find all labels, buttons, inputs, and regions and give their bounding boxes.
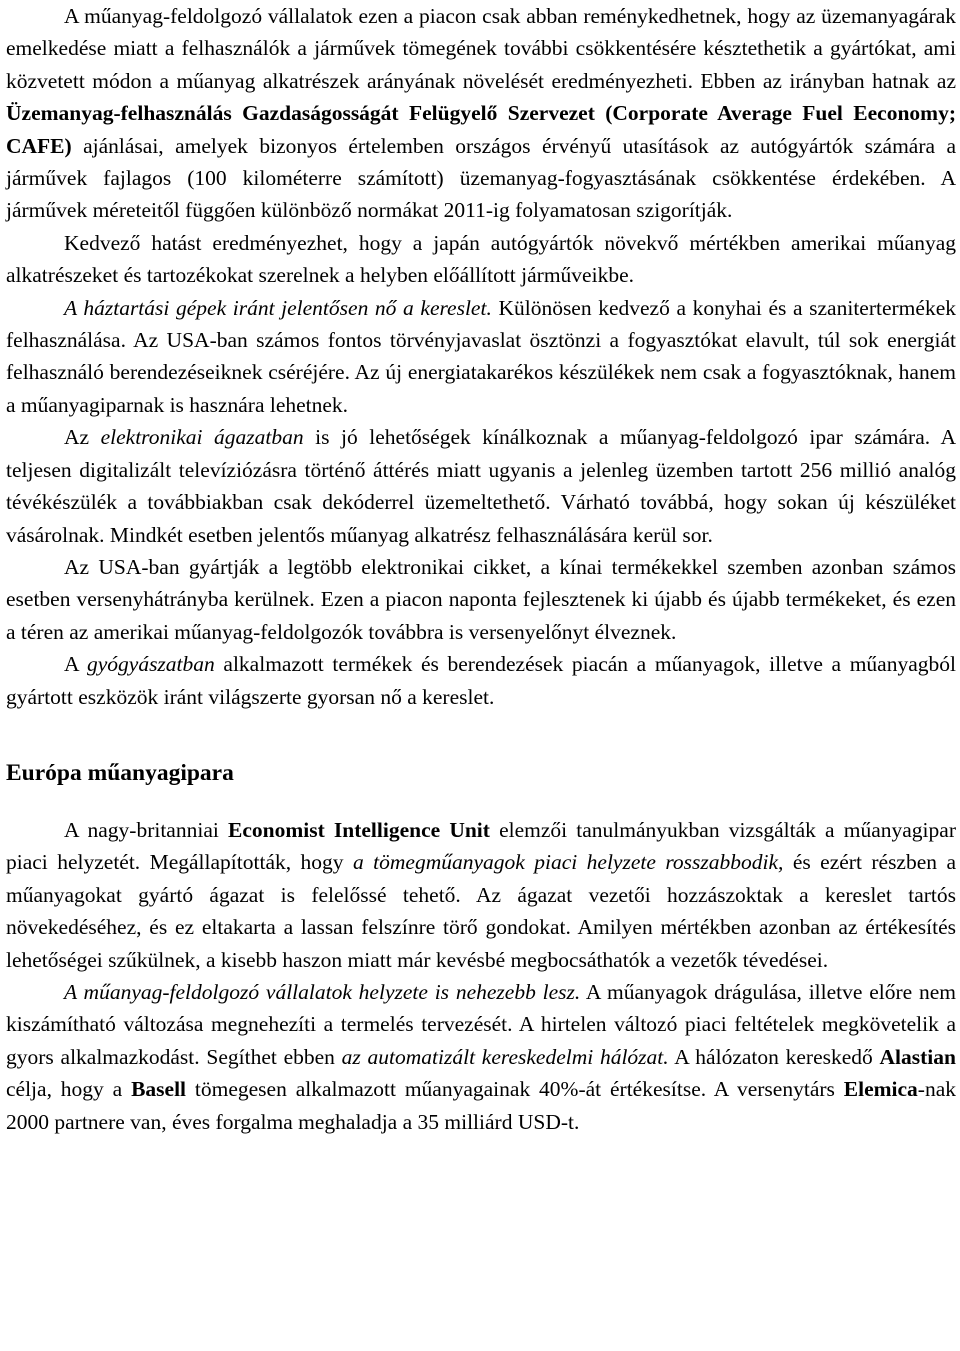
text: tömegesen alkalmazott műanyagainak 40%-át értékesítse. A versenytárs bbox=[186, 1077, 844, 1102]
text: célja, hogy a bbox=[6, 1077, 132, 1102]
text: A műanyagok drágulása, illetve előre nem kiszámítható változása megnehezíti a termelés tervezését. A hirtelen változó piaci feltételek megkövetelik a gyors alkalmazkodást. Segíthet ebben bbox=[6, 979, 957, 1069]
text: A nagy-britanniai bbox=[64, 817, 228, 842]
paragraph-processors-situation bbox=[6, 976, 956, 1138]
italic-phrase: az automatizált kereskedelmi hálózat. bbox=[341, 1044, 669, 1069]
italic-term: gyógyászatban bbox=[86, 652, 215, 677]
bold-company-alastian: Alastian bbox=[879, 1044, 956, 1069]
text: elemzői tanulmányukban vizsgálták a műanyagipar piaci helyzetét. Megállapították, hogy bbox=[6, 817, 956, 875]
paragraph-economist-unit bbox=[6, 814, 956, 976]
bold-organization: Economist Intelligence Unit bbox=[227, 817, 490, 842]
text: -nak 2000 partnere van, éves forgalma meghaladja a 35 milliárd USD-t. bbox=[6, 1077, 956, 1134]
paragraph-japanese-automakers bbox=[6, 227, 956, 292]
text: ajánlásai, amelyek bizonyos értelemben országos érvényű utasítások az autógyártók számára a járművek fajlagos (100 kilométerre számított) üzemanyag-fogyasztásának csökkentése érdekében. A járművek méreteitől függően különböző normákat 2011-ig folyamatosan szigorítják. bbox=[6, 133, 956, 223]
paragraph-usa-electronics bbox=[6, 551, 956, 648]
paragraph-cafe bbox=[6, 0, 956, 227]
italic-lead: A háztartási gépek iránt jelentősen nő a kereslet. bbox=[64, 295, 492, 320]
paragraph-medical bbox=[6, 648, 956, 713]
text: és ezért részben a műanyagokat gyártó ágazat is felelőssé tehető. Az ágazat vezetői hozzászoktak a kereslet tartós növekedéséhez, és ez eltakarta a lassan felszínre törő gondokat. Amilyen mértékben azonban az értékesítés lehetőségei szűkülnek, a kisebb haszon miatt már kevésbé megbocsáthatók a vezetők tévedései. bbox=[6, 850, 956, 972]
italic-lead: A műanyag-feldolgozó vállalatok helyzete is nehezebb lesz. bbox=[64, 979, 581, 1004]
italic-term: elektronikai ágazatban bbox=[100, 425, 304, 450]
paragraph-electronics bbox=[6, 421, 956, 551]
text: is jó lehetőségek kínálkoznak a műanyag-feldolgozó ipar számára. A teljesen digitalizált televíziózásra történő áttérés miatt ugyanis a jelenleg üzemben tartott 256 millió analóg tévékészülék a továbbiakban csak dekóderrel üzemeltethető. Várható továbbá, hogy sokan új készüléket vásárolnak. Mindkét esetben jelentős műanyag alkatrész felhasználására kerül sor. bbox=[6, 425, 957, 547]
cafe-organization-name: Üzemanyag-felhasználás Gazdaságosságát Felügyelő Szervezet (Corporate Average Fuel Eeconomy; CAFE) bbox=[6, 101, 956, 158]
bold-company-basell: Basell bbox=[131, 1077, 187, 1102]
text: A műanyag-feldolgozó vállalatok ezen a piacon csak abban reménykedhetnek, hogy az üzemanyagárak emelkedése miatt a felhasználók a járművek tömegének további csökkentésére késztethetik a gyártókat, ami közvetett módon a műanyag alkatrészek arányának növelését eredményezheti. Ebben az irányban hatnak az bbox=[6, 4, 956, 93]
text: alkalmazott termékek és berendezések piacán a műanyagok, illetve a műanyagból gyártott eszközök iránt világszerte gyorsan nő a kereslet. bbox=[6, 652, 956, 709]
text: Különösen kedvező a konyhai és a szanitertermékek felhasználása. Az USA-ban számos fontos törvényjavaslat ösztönzi a fogyasztókat elavult, túl sok energiát felhasználó berendezéseiknek cséréjére. Az új energiatakarékos készülékek nem csak a fogyasztóknak, hanem a műanyagiparnak is hasznára lehetnek. bbox=[6, 295, 956, 417]
text: A hálózaton kereskedő bbox=[668, 1044, 880, 1069]
section-heading: Európa műanyagipara bbox=[6, 759, 234, 786]
italic-phrase: a tömegműanyagok piaci helyzete rosszabbodik, bbox=[352, 850, 784, 875]
bold-company-elemica: Elemica bbox=[843, 1077, 918, 1102]
text: Kedvező hatást eredményezhet, hogy a japán autógyártók növekvő mértékben amerikai műanyag alkatrészeket és tartozékokat szerelnek a helyben előállított járműveikbe. bbox=[6, 230, 956, 288]
text: Az bbox=[64, 425, 101, 450]
text: Az USA-ban gyártják a legtöbb elektronikai cikket, a kínai termékekkel szemben azonban számos esetben versenyhátrányba kerülnek. Ezen a piacon naponta fejlesztenek ki újabb és újabb termékeket, és ezen a téren az amerikai műanyag-feldolgozók továbbra is versenyelőnyt élveznek. bbox=[6, 554, 956, 644]
text: A bbox=[64, 652, 87, 677]
paragraph-household-appliances bbox=[6, 292, 956, 422]
